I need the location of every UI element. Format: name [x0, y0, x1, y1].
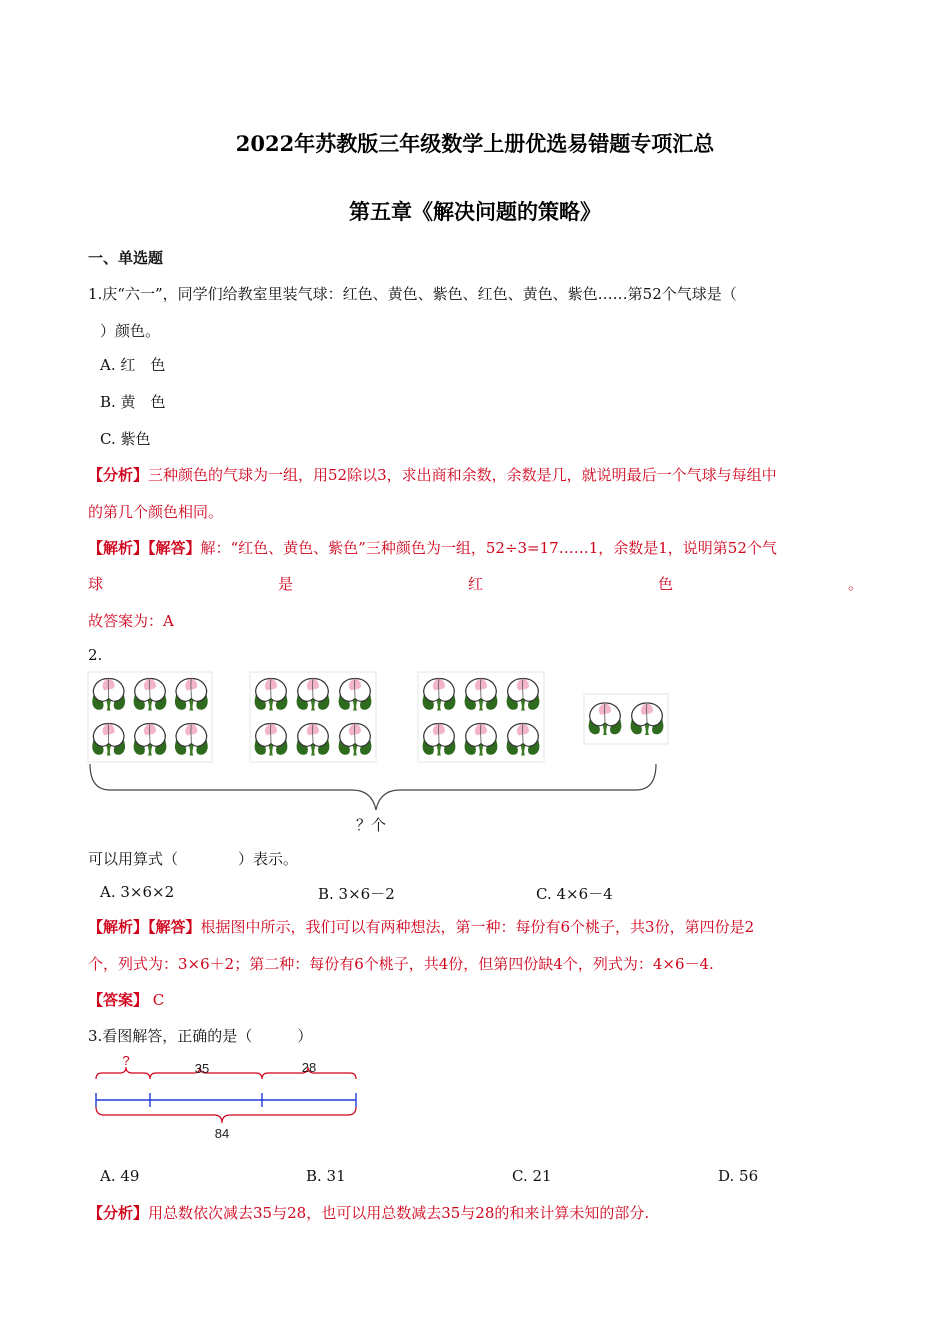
q2-option-c[interactable]: C. 4×6－4 [536, 885, 613, 903]
peach-icon [423, 679, 456, 711]
label-part1: 35 [194, 1061, 210, 1076]
brace-total [96, 1107, 356, 1123]
q1-answer-line: 故答案为：A [88, 612, 174, 630]
peach-icon [423, 724, 456, 756]
q2-answer-line [88, 989, 164, 1010]
peach-icon [134, 679, 167, 711]
peach-group [418, 672, 544, 762]
peach-icon [465, 724, 498, 756]
q1-analysis-text: 三种颜色的气球为一组，用52除以3，求出商和余数，余数是几，就说明最后一个气球与每组中 [148, 466, 777, 484]
peach-icon [175, 679, 208, 711]
peach-icon [134, 724, 167, 756]
q2-stem: 可以用算式（ ）表示。 [88, 850, 299, 868]
peach-icon [507, 679, 540, 711]
q1-solution-word: 球 [88, 575, 104, 593]
q3-option-c[interactable]: C. 21 [512, 1167, 552, 1185]
peach-icon [92, 724, 125, 756]
peach-icon [507, 724, 540, 756]
q1-option-a[interactable]: A. 红 色 [100, 356, 166, 374]
peach-group [88, 672, 212, 762]
label-total: 84 [214, 1126, 230, 1141]
q3-analysis-tag: 【分析】 [88, 1204, 149, 1222]
peach-icon [297, 724, 330, 756]
q3-option-d[interactable]: D. 56 [718, 1167, 759, 1185]
peach-icon [339, 679, 372, 711]
q1-solution-text: 解：“红色、黄色、紫色”三种颜色为一组，52÷3=17……1，余数是1，说明第52个气 [200, 539, 777, 557]
chapter-subtitle: 第五章《解决问题的策略》 [349, 199, 601, 224]
q2-brace-label: ？个 [356, 816, 387, 834]
q3-option-a[interactable]: A. 49 [100, 1167, 140, 1185]
q2-answer-tag: 【答案】 [88, 991, 149, 1009]
q1-option-b[interactable]: B. 黄 色 [100, 393, 166, 411]
label-part2: 28 [301, 1060, 317, 1075]
document-title: 2022年苏教版三年级数学上册优选易错题专项汇总 [235, 131, 715, 156]
q1-analysis-tag: 【分析】 [88, 466, 149, 484]
q1-solution-tag: 【解析】【解答】 [88, 539, 201, 557]
label-unknown: ? [122, 1053, 130, 1068]
peach-icon [175, 724, 208, 756]
q1-option-c[interactable]: C. 紫色 [100, 430, 151, 448]
peach-group [250, 672, 376, 762]
q1-solution-word: 是 [277, 575, 293, 593]
q3-stem: 3.看图解答，正确的是（ ） [88, 1027, 313, 1045]
peach-icon [339, 724, 372, 756]
q1-stem-line1: 1.庆“六一”，同学们给教室里装气球：红色、黄色、紫色、红色、黄色、紫色……第52个气球是（ [88, 285, 737, 303]
q1-solution-word: 。 [847, 575, 863, 593]
q2-option-b[interactable]: B. 3×6－2 [318, 885, 395, 903]
q1-solution-word: 色 [657, 575, 673, 593]
segment-diagram [90, 1055, 370, 1145]
peach-icon [255, 724, 288, 756]
q3-analysis-text: 用总数依次减去35与28，也可以用总数减去35与28的和来计算未知的部分. [148, 1204, 650, 1222]
q2-solution-text: 根据图中所示，我们可以有两种想法，第一种：每份有6个桃子，共3份，第四份是2 [200, 918, 755, 936]
section-heading: 一、单选题 [88, 249, 164, 267]
total-brace [90, 764, 656, 810]
q2-number: 2. [88, 646, 103, 664]
peach-icon [465, 679, 498, 711]
brace-unknown [96, 1067, 150, 1079]
q1-stem-line2: ）颜色。 [100, 322, 161, 340]
q3-option-b[interactable]: B. 31 [306, 1167, 346, 1185]
peach-icon [255, 679, 288, 711]
q1-solution-word: 红 [467, 575, 483, 593]
peach-icon [589, 703, 622, 735]
q2-option-a[interactable]: A. 3×6×2 [100, 883, 175, 901]
q2-answer-value: C [152, 991, 165, 1009]
q2-solution-tag: 【解析】【解答】 [88, 918, 201, 936]
q3-analysis-line [88, 1202, 649, 1223]
peach-icon [92, 679, 125, 711]
peach-icon [631, 703, 664, 735]
q2-solution-line1 [88, 916, 754, 937]
q2-solution-line2: 个，列式为：3×6＋2；第二种：每份有6个桃子，共4份，但第四份缺4个，列式为：4×6－4. [88, 955, 714, 973]
peach-group [584, 694, 668, 744]
peach-icon [297, 679, 330, 711]
q1-analysis-line2: 的第几个颜色相同。 [88, 503, 224, 521]
